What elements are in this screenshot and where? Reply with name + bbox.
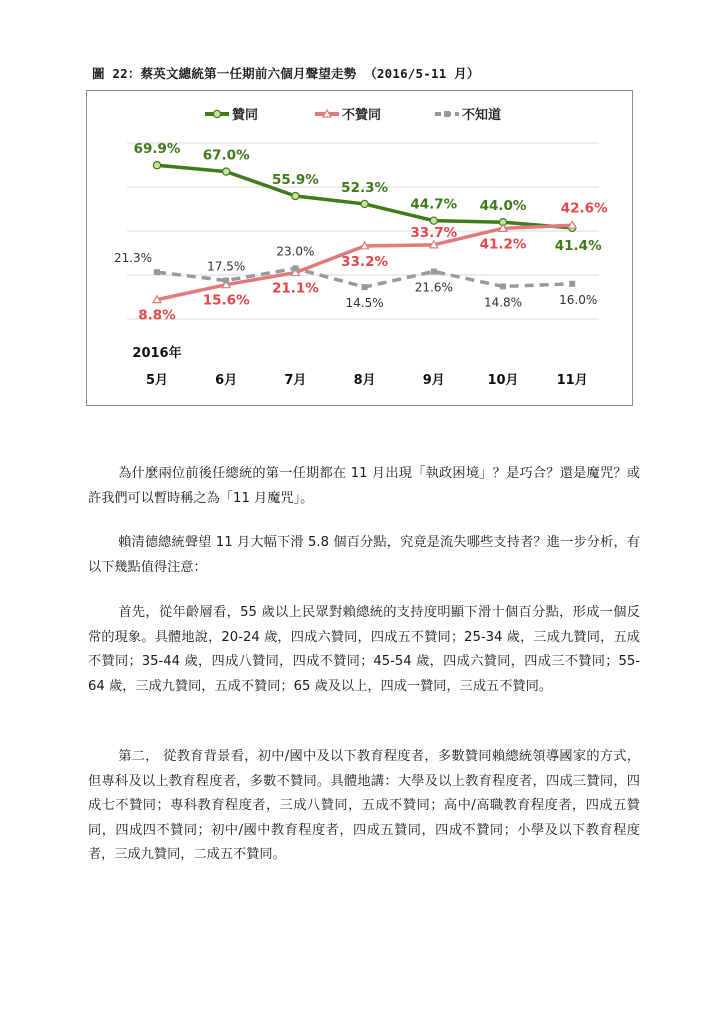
data-label-0-4: 44.7%	[410, 196, 458, 213]
data-label-2-0: 21.3%	[113, 251, 153, 266]
data-label-1-0: 8.8%	[138, 307, 176, 324]
data-label-2-3: 14.5%	[345, 296, 384, 311]
x-tick-label: 9月	[422, 373, 445, 388]
data-label-2-6: 16.0%	[559, 292, 598, 307]
approval-line-chart	[86, 90, 633, 406]
series-line-0	[157, 165, 572, 228]
x-tick-label: 11月	[556, 373, 588, 388]
paragraph-1	[88, 462, 640, 511]
paragraph-2-text: 賴清德總統聲望 11 月大幅下滑 5.8 個百分點，究竟是流失哪些支持者？進一步分析，有以下幾點值得注意：	[88, 535, 640, 575]
point-2-5	[500, 283, 506, 289]
data-label-0-5: 44.0%	[479, 198, 527, 215]
data-label-2-2: 23.0%	[276, 244, 315, 259]
data-label-0-6: 41.4%	[554, 237, 602, 254]
point-2-0	[154, 269, 160, 275]
legend-label-2: 不知道	[462, 108, 502, 123]
x-tick-label: 10月	[487, 373, 519, 388]
data-label-0-1: 67.0%	[202, 147, 250, 164]
data-label-1-5: 41.2%	[479, 236, 527, 253]
paragraph-2	[88, 531, 640, 580]
paragraph-1-text: 為什麼兩位前後任總統的第一任期都在 11 月出現「執政困境」？是巧合？還是魔咒？或許我們可以暫時稱之為「11 月魔咒」。	[88, 466, 640, 506]
data-label-0-2: 55.9%	[271, 172, 319, 189]
legend-marker-2	[444, 111, 450, 117]
data-label-1-4: 33.7%	[410, 224, 458, 241]
point-0-4	[430, 217, 437, 224]
point-2-4	[431, 268, 437, 274]
x-tick-label: 8月	[353, 373, 376, 388]
point-2-2	[292, 265, 298, 271]
x-tick-label: 5月	[145, 373, 169, 388]
point-0-0	[153, 162, 160, 169]
legend-marker-0	[213, 110, 220, 117]
chart-canvas	[87, 91, 632, 405]
data-label-1-3: 33.2%	[341, 253, 389, 270]
legend-label-1: 不贊同	[342, 108, 382, 123]
paragraph-4	[88, 745, 640, 868]
data-label-2-4: 21.6%	[414, 280, 453, 295]
data-label-1-6: 42.6%	[560, 200, 608, 217]
paragraph-3	[88, 601, 640, 699]
legend-label-0: 贊同	[232, 108, 259, 123]
point-0-2	[292, 192, 299, 199]
point-2-6	[569, 281, 575, 287]
data-label-1-2: 21.1%	[271, 280, 319, 297]
point-2-1	[223, 278, 229, 284]
x-tick-label: 6月	[215, 373, 238, 388]
data-label-0-3: 52.3%	[341, 179, 389, 196]
figure-caption: 圖 22：蔡英文總統第一任期前六個月聲望走勢 （2016/5-11 月）	[92, 66, 480, 81]
point-0-1	[223, 168, 230, 175]
point-2-3	[362, 284, 368, 290]
x-tick-label: 7月	[284, 373, 307, 388]
paragraph-4-text: 第二， 從教育背景看，初中/國中及以下教育程度者，多數贊同賴總統領導國家的方式，但專科及以上教育程度者，多數不贊同。具體地講：大學及以上教育程度者，四成三贊同，四成七不贊同；專科教育程度者，三成八贊同，五成不贊同；高中/高職教育程度者，四成五贊同，四成四不贊同；初中/國中教育程度者，四成五贊同，四成不贊同；小學及以下教育程度者，三成九贊同，二成五不贊同。	[88, 749, 640, 862]
data-label-2-1: 17.5%	[207, 259, 246, 274]
data-label-2-5: 14.8%	[483, 295, 523, 310]
data-label-1-1: 15.6%	[202, 292, 250, 309]
point-0-3	[361, 200, 368, 207]
x-year-label: 2016年	[132, 346, 182, 361]
paragraph-3-text: 首先，從年齡層看，55 歲以上民眾對賴總統的支持度明顯下滑十個百分點，形成一個反常的現象。具體地說，20-24 歲，四成六贊同，四成五不贊同；25-34 歲，三成九贊同，五成不贊同；35-44 歲，四成八贊同，四成不贊同；45-54 歲，四成六贊同，四成三不贊同；55-64 歲，三成九贊同，五成不贊同；65 歲及以上，四成一贊同，三成五不贊同。	[88, 605, 640, 694]
data-label-0-0: 69.9%	[133, 141, 181, 158]
